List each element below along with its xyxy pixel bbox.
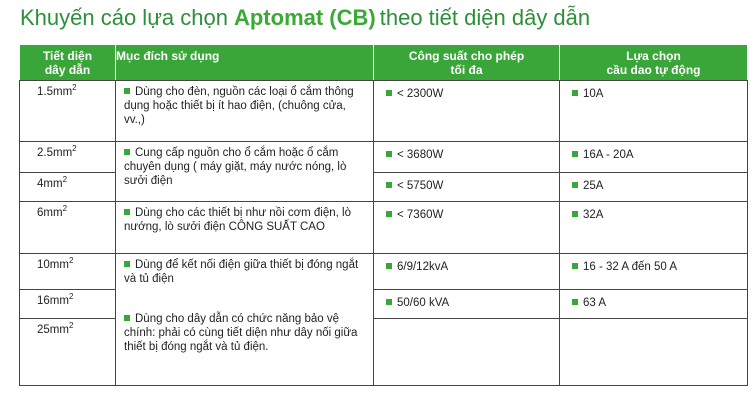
breaker-value: 63 A xyxy=(583,297,607,309)
wire-size-cell xyxy=(20,319,116,386)
title-text-after: theo tiết diện dây dẫn xyxy=(379,5,591,30)
unit-superscript: 2 xyxy=(68,256,74,266)
title-brand: Aptomat (CB) xyxy=(233,5,376,30)
header-breaker xyxy=(560,45,748,81)
wire-size-value: 1.5mm xyxy=(37,86,73,98)
green-square-bullet-icon xyxy=(386,182,392,188)
header-max-power xyxy=(374,45,560,81)
power-value: 6/9/12kvA xyxy=(397,261,449,273)
header-max-power-line2: tối đa xyxy=(450,63,483,77)
breaker-selection-table xyxy=(19,44,748,386)
breaker-cell xyxy=(560,290,748,319)
power-value: < 7360W xyxy=(397,209,444,221)
wire-size-cell xyxy=(20,254,116,290)
green-square-bullet-icon xyxy=(386,211,392,217)
table-row xyxy=(20,254,748,290)
power-cell xyxy=(374,202,560,254)
unit-superscript: 2 xyxy=(62,175,68,185)
green-square-bullet-icon xyxy=(124,88,130,94)
breaker-cell xyxy=(560,173,748,202)
breaker-value: 25A xyxy=(583,180,604,192)
header-wire-size-line2: dây dẫn xyxy=(44,63,91,77)
wire-size-value: 4mm xyxy=(37,178,63,190)
wire-size-cell xyxy=(20,142,116,173)
purpose-cell xyxy=(116,142,374,202)
purpose-text: Cung cấp nguồn cho ổ cắm hoặc ổ cắm chuyên dụng ( máy giặt, máy nước nóng, lò sưởi điện xyxy=(124,147,347,187)
wire-size-value: 6mm xyxy=(37,207,63,219)
table-row xyxy=(20,81,748,142)
green-square-bullet-icon xyxy=(572,151,578,157)
purpose-text: Dùng để kết nối điện giữa thiết bị đóng ngắt và tủ điện xyxy=(124,259,359,285)
wire-size-cell xyxy=(20,173,116,202)
wire-size-cell xyxy=(20,81,116,142)
green-square-bullet-icon xyxy=(572,299,578,305)
power-cell xyxy=(374,142,560,173)
header-breaker-line1: Lựa chọn xyxy=(626,49,681,63)
power-cell xyxy=(374,319,560,386)
table-row xyxy=(20,142,748,173)
breaker-value: 32A xyxy=(583,209,604,221)
unit-superscript: 2 xyxy=(68,292,74,302)
green-square-bullet-icon xyxy=(124,315,130,321)
breaker-cell xyxy=(560,142,748,173)
wire-size-value: 10mm xyxy=(37,259,69,271)
header-wire-size xyxy=(20,45,116,81)
breaker-value: 16A - 20A xyxy=(583,149,634,161)
power-cell xyxy=(374,254,560,290)
breaker-value: 10A xyxy=(583,88,604,100)
header-purpose xyxy=(116,45,374,81)
power-cell xyxy=(374,173,560,202)
header-max-power-line1: Công suất cho phép xyxy=(408,49,525,63)
power-value: < 2300W xyxy=(397,88,444,100)
header-purpose-label: Mục đích sử dụng xyxy=(116,49,220,63)
table-row xyxy=(20,202,748,254)
wire-size-cell xyxy=(20,202,116,254)
purpose-cell xyxy=(116,254,374,386)
unit-superscript: 2 xyxy=(62,204,68,214)
header-wire-size-line1: Tiết diện xyxy=(42,49,93,63)
purpose-cell xyxy=(116,81,374,142)
green-square-bullet-icon xyxy=(386,263,392,269)
breaker-cell xyxy=(560,81,748,142)
purpose-cell xyxy=(116,202,374,254)
wire-size-value: 16mm xyxy=(37,295,69,307)
power-value: 50/60 kVA xyxy=(397,297,450,309)
green-square-bullet-icon xyxy=(124,149,130,155)
unit-superscript: 2 xyxy=(72,83,77,93)
unit-superscript: 2 xyxy=(68,321,74,331)
wire-size-value: 25mm xyxy=(37,324,69,336)
purpose-text: Dùng cho các thiết bị như nồi cơm điện, lò nướng, lò sưởi điện CÔNG SUẤT CAO xyxy=(124,207,351,233)
green-square-bullet-icon xyxy=(386,299,392,305)
green-square-bullet-icon xyxy=(572,211,578,217)
power-cell xyxy=(374,81,560,142)
green-square-bullet-icon xyxy=(386,151,392,157)
green-square-bullet-icon xyxy=(572,182,578,188)
green-square-bullet-icon xyxy=(124,209,130,215)
power-value: < 5750W xyxy=(397,180,444,192)
power-value: < 3680W xyxy=(397,149,444,161)
green-square-bullet-icon xyxy=(124,261,130,267)
header-breaker-line2: cầu dao tự động xyxy=(606,63,701,77)
green-square-bullet-icon xyxy=(572,263,578,269)
wire-size-cell xyxy=(20,290,116,319)
green-square-bullet-icon xyxy=(572,90,578,96)
unit-superscript: 2 xyxy=(72,144,77,154)
purpose-text: Dùng cho dây dẫn có chức năng bảo vệ chính: phải có cùng tiết diện như dây nối giữa thiết bị đóng ngắt và tủ điện. xyxy=(124,313,358,353)
breaker-cell xyxy=(560,319,748,386)
title-text-before: Khuyến cáo lựa chọn xyxy=(20,5,228,30)
wire-size-value: 2.5mm xyxy=(37,147,73,159)
purpose-text: Dùng cho đèn, nguồn các loại ổ cắm thông dụng hoặc thiết bị ít hao điện, (chuông cửa, vv.,) xyxy=(124,86,354,126)
power-cell xyxy=(374,290,560,319)
green-square-bullet-icon xyxy=(386,90,392,96)
header-row xyxy=(20,45,748,81)
breaker-cell xyxy=(560,254,748,290)
breaker-cell xyxy=(560,202,748,254)
page-title xyxy=(20,2,590,34)
breaker-value: 16 - 32 A đến 50 A xyxy=(583,261,677,273)
